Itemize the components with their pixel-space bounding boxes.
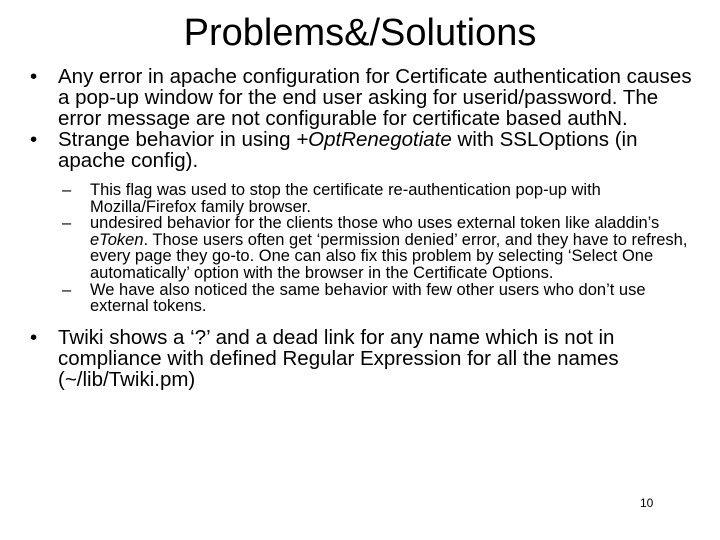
slide-title: Problems&/Solutions xyxy=(183,12,537,54)
slide-body xyxy=(30,66,700,390)
sub-bullet-text-pre: undesired behavior for the clients those who uses external token like aladdin’s xyxy=(90,214,660,233)
page-number: 10 xyxy=(640,496,654,510)
sub-bullet-text-post: . Those users often get ‘permission denied’ error, and they have to refresh, every page they go-to. One can also fix this problem by selecting ‘Select One automatically’ option with the browser in the Certificate Options. xyxy=(90,230,688,282)
opt-renegotiate-term: +OptRenegotiate xyxy=(296,128,452,151)
bullet-text: Any error in apache configuration for Certificate authentication causes a pop-up window for the end user asking for userid/password. The error message are not configurable for certificate based authN. xyxy=(58,65,692,130)
bullet-text: Twiki shows a ‘?’ and a dead link for any name which is not in compliance with defined Regular Expression for all the names (~/lib/Twiki.pm) xyxy=(58,325,619,391)
sub-bullet-undesired-behavior xyxy=(62,215,700,281)
bullet-marker: • xyxy=(30,128,38,151)
bullet-text-suffix: with SSLOptions (in apache config). xyxy=(58,128,638,172)
bullet-text-prefix: Strange behavior in using xyxy=(58,128,297,151)
bullet-marker: • xyxy=(30,325,38,349)
sub-bullet-text: This flag was used to stop the certificate re-authentication pop-up with Mozilla/Firefox family browser. xyxy=(90,181,601,216)
bullet-twiki-dead-link xyxy=(30,327,700,390)
sub-bullet-other-users xyxy=(62,282,700,315)
bullet-marker: • xyxy=(30,65,38,88)
sub-bullet-text: We have also noticed the same behavior with few other users who don’t use external tokens. xyxy=(90,280,646,316)
sub-bullet-flag-purpose xyxy=(62,182,700,215)
dash-marker: – xyxy=(62,280,72,299)
bullet-opt-renegotiate xyxy=(30,129,700,171)
etoken-term: eToken xyxy=(90,230,144,249)
dash-marker: – xyxy=(62,181,72,199)
bullet-apache-config-error xyxy=(30,66,700,129)
dash-marker: – xyxy=(62,214,72,233)
